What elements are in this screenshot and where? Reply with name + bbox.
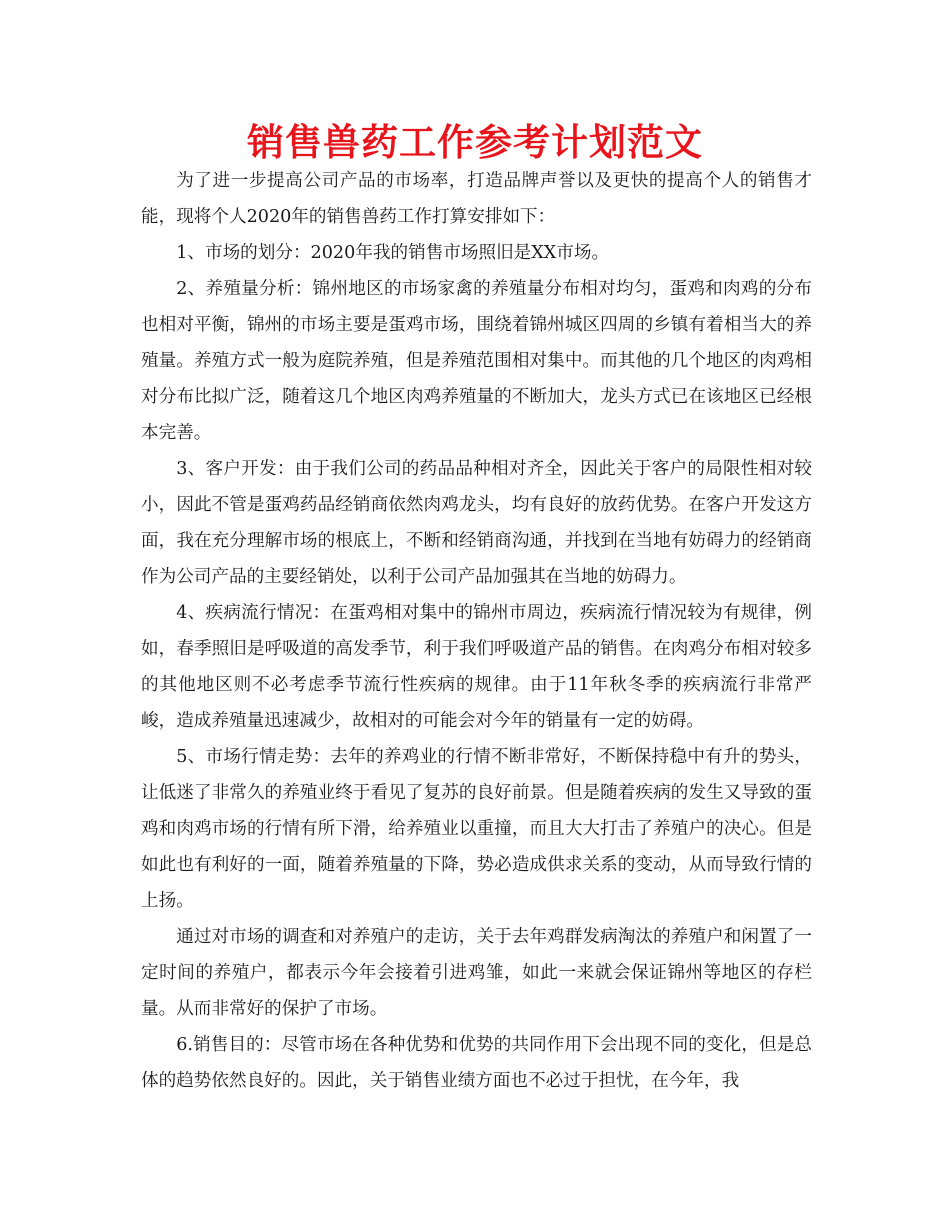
paragraph-breeding-analysis: 2、养殖量分析：锦州地区的市场家禽的养殖量分布相对均匀，蛋鸡和肉鸡的分布也相对平衡，锦州的市场主要是蛋鸡市场，围绕着锦州城区四周的乡镇有着相当大的养殖量。养殖方式一般为庭院养殖，但是养殖范围相对集中。而其他的几个地区的肉鸡相对分布比拟广泛，随着这几个地区肉鸡养殖量的不断加大，龙头方式已在该地区已经根本完善。 xyxy=(141,279,812,443)
paragraph-market-division: 1、市场的划分：2020年我的销售市场照旧是XX市场。 xyxy=(176,243,610,263)
paragraph-market-survey: 通过对市场的调查和对养殖户的走访，关于去年鸡群发病淘汰的养殖户和闲置了一定时间的养殖户，都表示今年会接着引进鸡雏，如此一来就会保证锦州等地区的存栏量。从而非常好的保护了市场。 xyxy=(141,927,812,1019)
document-title: 销售兽药工作参考计划范文 xyxy=(247,120,703,164)
paragraph-disease-situation: 4、疾病流行情况：在蛋鸡相对集中的锦州市周边，疾病流行情况较为有规律，例如，春季照旧是呼吸道的高发季节，利于我们呼吸道产品的销售。在肉鸡分布相对较多的其他地区则不必考虑季节流行性疾病的规律。由于11年秋冬季的疾病流行非常严峻，造成养殖量迅速减少，故相对的可能会对今年的销量有一定的妨碍。 xyxy=(141,603,812,731)
paragraph-sales-goal: 6.销售目的：尽管市场在各种优势和优势的共同作用下会出现不同的变化，但是总体的趋势依然良好的。因此，关于销售业绩方面也不必过于担忧，在今年，我 xyxy=(141,1035,812,1091)
paragraph-intro: 为了进一步提高公司产品的市场率，打造品牌声誉以及更快的提高个人的销售才能，现将个人2020年的销售兽药工作打算安排如下： xyxy=(141,171,812,227)
paragraph-customer-development: 3、客户开发：由于我们公司的药品品种相对齐全，因此关于客户的局限性相对较小，因此不管是蛋鸡药品经销商依然肉鸡龙头，均有良好的放药优势。在客户开发这方面，我在充分理解市场的根底上，不断和经销商沟通，并找到在当地有妨碍力的经销商作为公司产品的主要经销处，以利于公司产品加强其在当地的妨碍力。 xyxy=(141,459,812,587)
document-body xyxy=(141,163,812,1099)
paragraph-market-trend: 5、市场行情走势：去年的养鸡业的行情不断非常好，不断保持稳中有升的势头，让低迷了非常久的养殖业终于看见了复苏的良好前景。但是随着疾病的发生又导致的蛋鸡和肉鸡市场的行情有所下滑，给养殖业以重撞，而且大大打击了养殖户的决心。但是如此也有利好的一面，随着养殖量的下降，势必造成供求关系的变动，从而导致行情的上扬。 xyxy=(141,747,812,911)
